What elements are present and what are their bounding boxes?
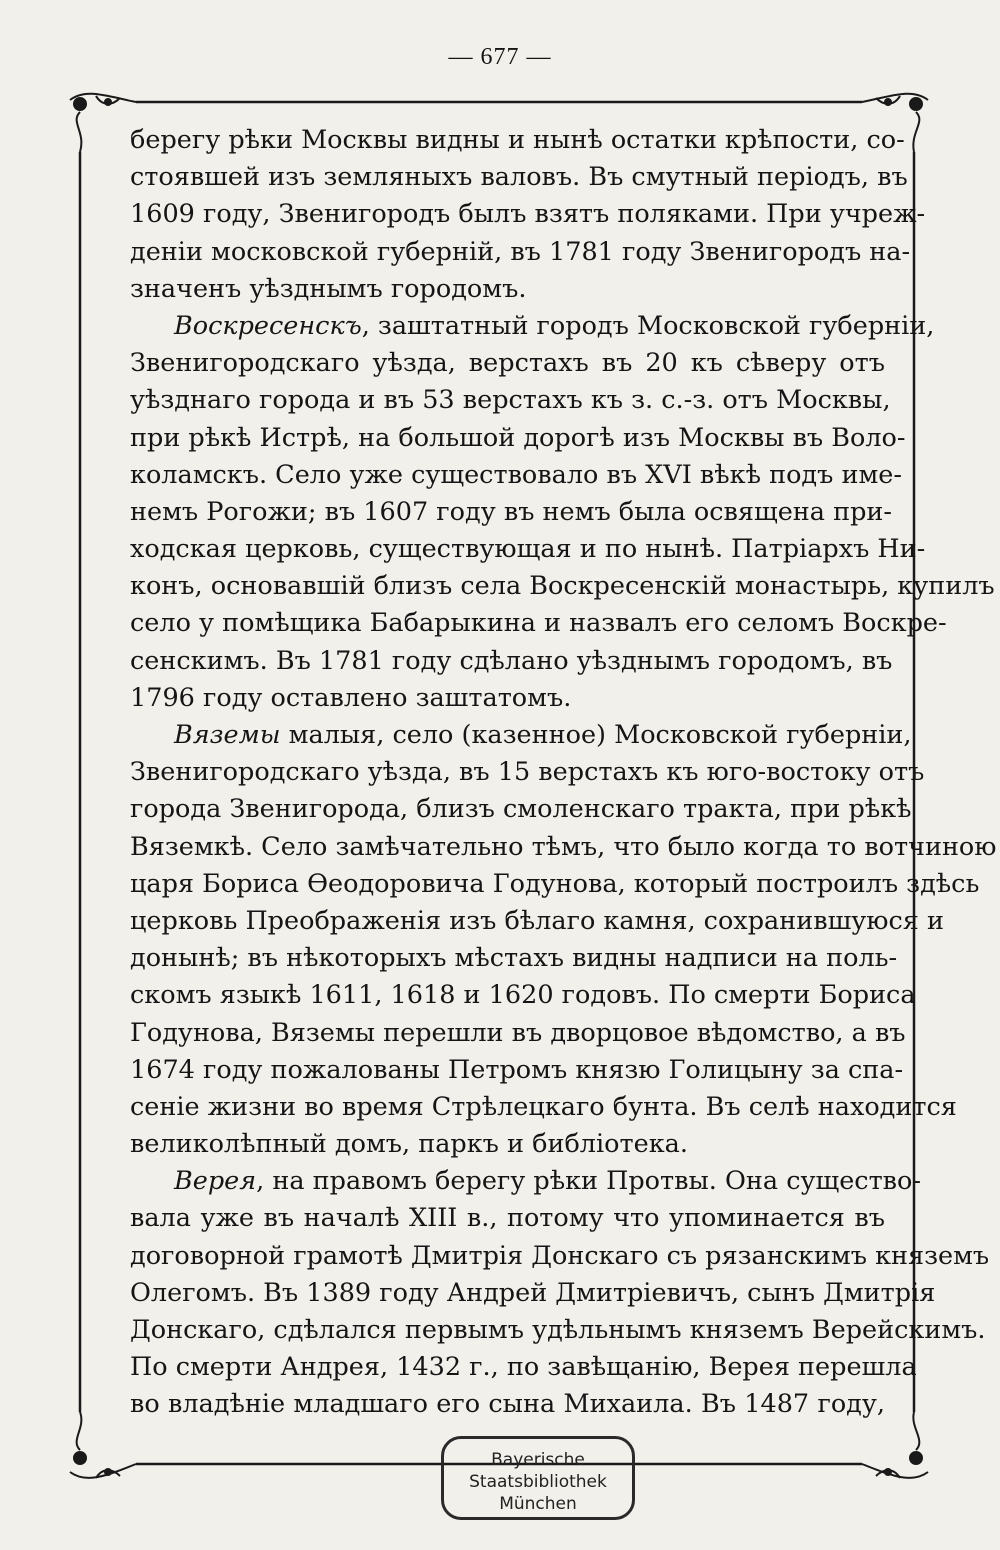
text-line: [130, 457, 902, 494]
text-line: [130, 382, 891, 419]
text-line: [130, 903, 944, 940]
line-text: во владѣніе младшаго его сына Михаила. Въ 1487 году,: [130, 1389, 885, 1420]
text-line: [130, 234, 911, 271]
line-text: города Звенигорода, близъ смоленскаго тракта, при рѣкѣ: [130, 794, 912, 825]
line-text: сеніе жизни во время Стрѣлецкаго бунта. Въ селѣ находится: [130, 1091, 957, 1122]
line-text: вала уже въ началѣ XIII в., потому что упоминается въ: [130, 1203, 885, 1234]
line-text: Вяземкѣ. Село замѣчательно тѣмъ, что было когда то вотчиною: [130, 831, 997, 862]
text-line: [130, 122, 905, 159]
text-line: [130, 680, 885, 717]
text-line: [130, 940, 898, 977]
text-line: [130, 829, 997, 866]
text-line: [130, 196, 926, 233]
text-line: [130, 494, 893, 531]
line-text: при рѣкѣ Истрѣ, на большой дорогѣ изъ Москвы въ Воло-: [130, 422, 906, 453]
body-text: [130, 122, 997, 1424]
text-line: [130, 308, 935, 345]
line-text: деніи московской губерній, въ 1781 году Звенигородъ на-: [130, 236, 911, 267]
line-text: Годунова, Вяземы перешли въ дворцовое вѣдомство, а въ: [130, 1017, 906, 1048]
line-text: берегу рѣки Москвы видны и нынѣ остатки крѣпости, со-: [130, 125, 905, 155]
stamp-line-3: München: [499, 1494, 577, 1514]
text-line: [130, 791, 912, 828]
text-line: [130, 1052, 904, 1089]
line-text: Донскаго, сдѣлался первымъ удѣльнымъ княземъ Верейскимъ.: [130, 1315, 986, 1345]
line-text: сенскимъ. Въ 1781 году сдѣлано уѣзднымъ городомъ, въ: [130, 645, 893, 676]
text-line: [130, 568, 995, 605]
library-stamp: [441, 1436, 635, 1520]
text-line: [130, 1238, 990, 1275]
text-line: [130, 159, 908, 196]
stamp-line-2: Staatsbibliothek: [469, 1472, 607, 1492]
text-line: [130, 1200, 885, 1237]
line-text: скомъ языкѣ 1611, 1618 и 1620 годовъ. По смерти Бориса: [130, 980, 916, 1011]
page-number: — 677 —: [448, 44, 552, 70]
line-text: значенъ уѣзднымъ городомъ.: [130, 273, 527, 304]
line-text: конъ, основавшій близъ села Воскресенскій монастырь, купилъ: [130, 571, 995, 602]
line-text: немъ Рогожи; въ 1607 году въ немъ была освящена при-: [130, 496, 893, 527]
text-line: [130, 1015, 906, 1052]
text-line: [130, 977, 916, 1014]
line-text: 1674 году пожалованы Петромъ князю Голицыну за спа-: [130, 1054, 904, 1085]
line-text: малыя, село (казенное) Московской губерніи,: [280, 720, 912, 750]
text-line: [130, 1126, 885, 1163]
text-line: [130, 605, 947, 642]
line-text: стоявшей изъ земляныхъ валовъ. Въ смутный періодъ, въ: [130, 162, 908, 193]
entry-heading: Верея: [174, 1166, 257, 1197]
text-line: [130, 1312, 986, 1349]
text-line: [130, 1275, 936, 1312]
line-text: Олегомъ. Въ 1389 году Андрей Дмитріевичъ, сынъ Дмитрія: [130, 1277, 936, 1308]
line-text: По смерти Андрея, 1432 г., по завѣщанію, Верея перешла: [130, 1352, 917, 1383]
text-line: [130, 643, 893, 680]
line-text: село у помѣщика Бабарыкина и назвалъ его селомъ Воскре-: [130, 608, 947, 639]
text-line: [130, 866, 980, 903]
text-line: [130, 420, 906, 457]
line-text: ходская церковь, существующая и по нынѣ. Патріархъ Ни-: [130, 534, 926, 565]
entry-heading: Вяземы: [174, 720, 281, 750]
line-text: , на правомъ берегу рѣки Протвы. Она существо-: [256, 1166, 922, 1197]
line-text: уѣзднаго города и въ 53 верстахъ къ з. с.-з. отъ Москвы,: [130, 385, 891, 416]
text-line: [130, 1386, 885, 1423]
text-line: [130, 271, 885, 308]
text-line: [130, 345, 885, 382]
line-text: Звенигородскаго уѣзда, въ 15 верстахъ къ юго-востоку отъ: [130, 757, 925, 788]
text-line: [130, 531, 926, 568]
line-text: Звенигородскаго уѣзда, верстахъ въ 20 къ сѣверу отъ: [130, 348, 885, 379]
entry-heading: Воскресенскъ: [174, 310, 362, 341]
stamp-line-1: Bayerische: [491, 1450, 585, 1470]
text-line: [130, 717, 912, 754]
line-text: , заштатный городъ Московской губерніи,: [361, 310, 935, 341]
line-text: 1796 году оставлено заштатомъ.: [130, 682, 572, 713]
line-text: коламскъ. Село уже существовало въ XVI вѣкѣ подъ име-: [130, 459, 902, 490]
text-line: [130, 1349, 917, 1386]
line-text: церковь Преображенія изъ бѣлаго камня, сохранившуюся и: [130, 905, 944, 936]
line-text: договорной грамотѣ Дмитрія Донскаго съ рязанскимъ княземъ: [130, 1240, 990, 1271]
line-text: донынѣ; въ нѣкоторыхъ мѣстахъ видны надписи на поль-: [130, 943, 898, 974]
line-text: царя Бориса Ѳеодоровича Годунова, который построилъ здѣсь: [130, 868, 980, 899]
text-line: [130, 1089, 957, 1126]
line-text: 1609 году, Звенигородъ былъ взятъ поляками. При учреж-: [130, 199, 926, 230]
text-line: [130, 1163, 922, 1200]
text-line: [130, 754, 925, 791]
line-text: великолѣпный домъ, паркъ и библіотека.: [130, 1129, 688, 1160]
